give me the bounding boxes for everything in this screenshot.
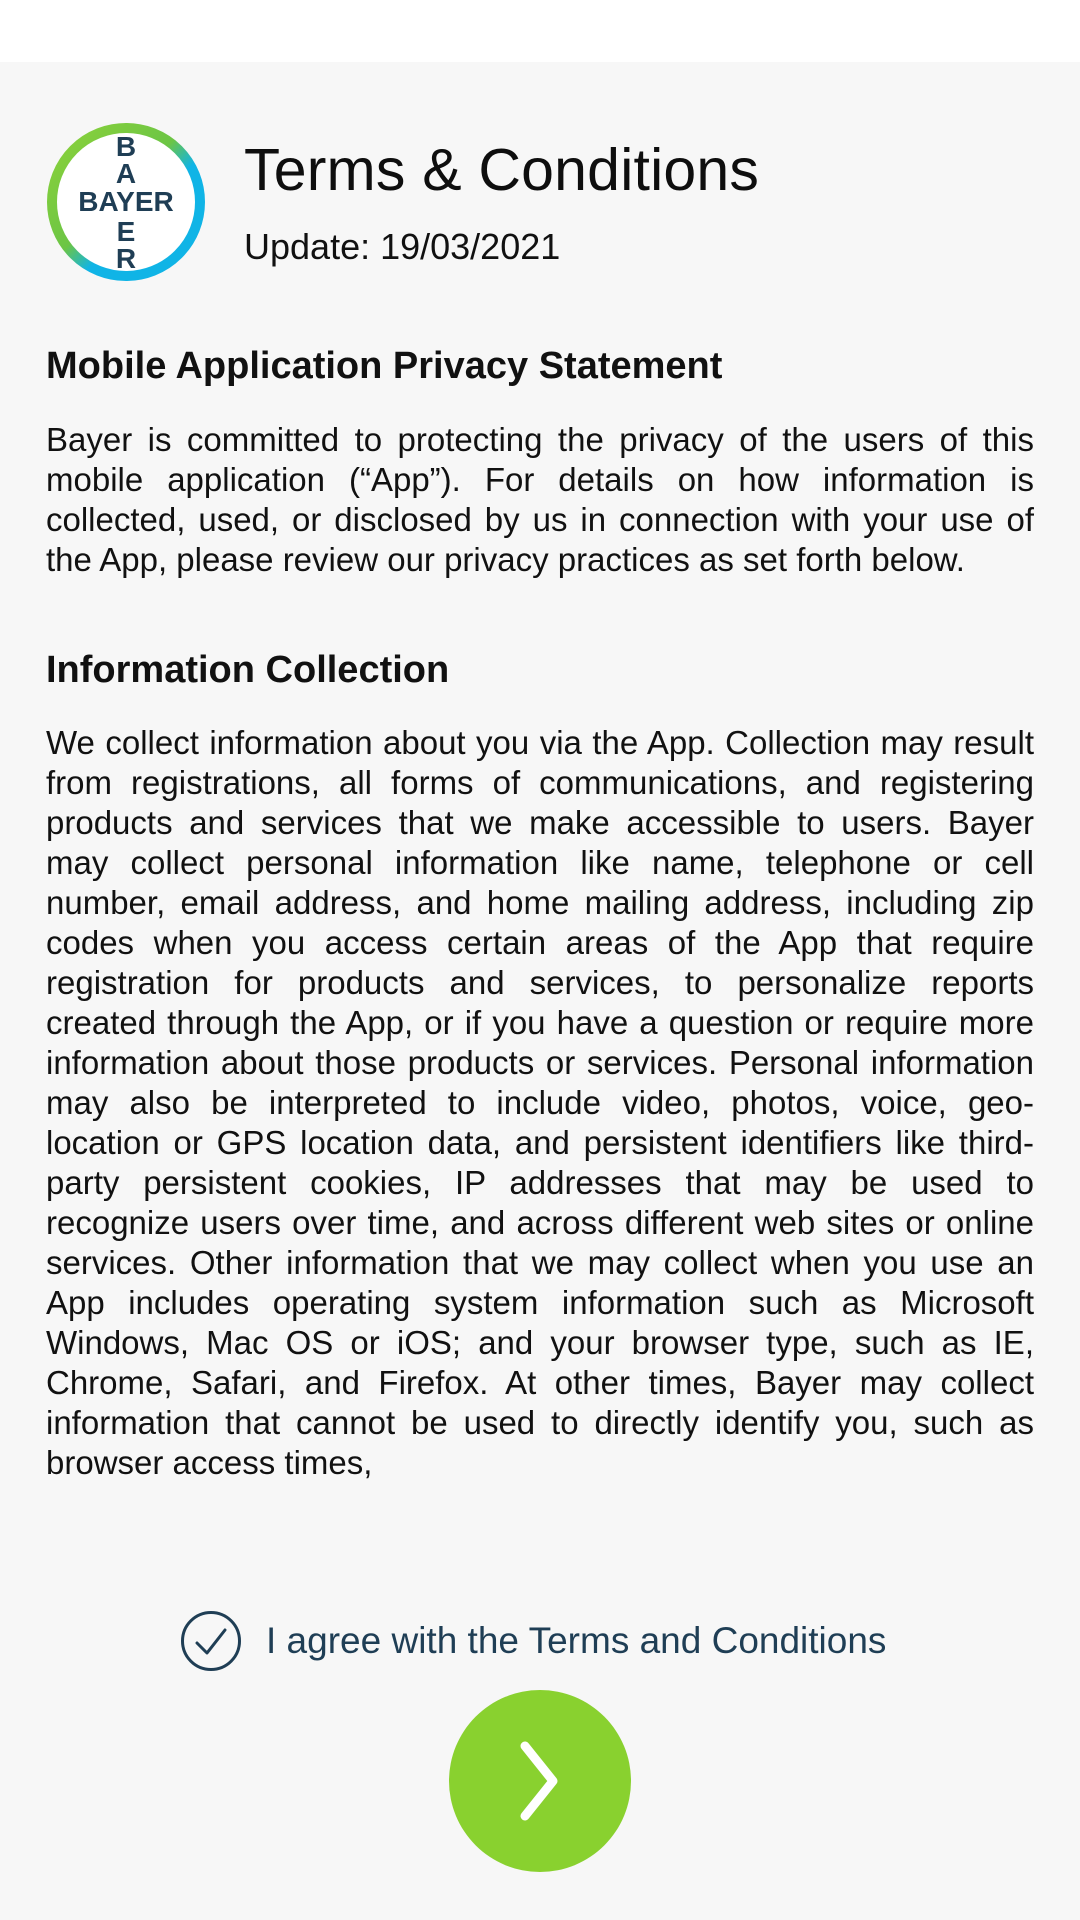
section-heading-privacy: Mobile Application Privacy Statement bbox=[46, 345, 723, 387]
logo-horizontal-text: BAYER bbox=[78, 186, 174, 217]
logo-letter: E bbox=[116, 216, 136, 247]
update-date: Update: 19/03/2021 bbox=[244, 226, 561, 267]
section-heading-information-collection: Information Collection bbox=[46, 648, 450, 691]
next-button[interactable] bbox=[449, 1690, 631, 1872]
header bbox=[46, 122, 1036, 282]
terms-content[interactable] bbox=[46, 344, 1034, 1532]
bayer-logo bbox=[46, 122, 206, 282]
agree-label[interactable]: I agree with the Terms and Conditions bbox=[266, 1620, 887, 1661]
page-title: Terms & Conditions bbox=[244, 137, 760, 203]
logo-letter: A bbox=[115, 158, 137, 189]
check-circle-icon[interactable] bbox=[180, 1610, 242, 1672]
terms-screen bbox=[0, 62, 1080, 1920]
logo-letter: B bbox=[115, 131, 137, 162]
logo-letter: R bbox=[115, 243, 137, 274]
status-bar bbox=[0, 0, 1080, 62]
section-body-information-collection: We collect information about you via the App. Collection may result from registrations, all forms of communications, and registering products and services that we make accessible to users. Bayer may collect personal information like name, telephone or cell number, email address, and home mailing address, including zip codes when you access certain areas of the App that require registration for products and services, to personalize reports created through the App, or if you have a question or require more information about those products or services. Personal information may also be interpreted to include video, photos, voice, geo-location or GPS location data, and persistent identifiers like third-party persistent cookies, IP addresses that may be used to recognize users over time, and across different web sites or online services. Other information that we may collect when you use an App includes operating system information such as Microsoft Windows, Mac OS or iOS; and your browser type, such as IE, Chrome, Safari, and Firefox. At other times, Bayer may collect information that cannot be used to directly identify you, such as browser access times, bbox=[46, 724, 1034, 1482]
agree-checkbox[interactable] bbox=[180, 1608, 886, 1674]
chevron-right-icon bbox=[449, 1690, 631, 1872]
section-body-privacy: Bayer is committed to protecting the privacy of the users of this mobile application (“App”). For details on how information is collected, used, or disclosed by us in connection with your use of the App, please review our privacy practices as set forth below. bbox=[46, 420, 1034, 578]
